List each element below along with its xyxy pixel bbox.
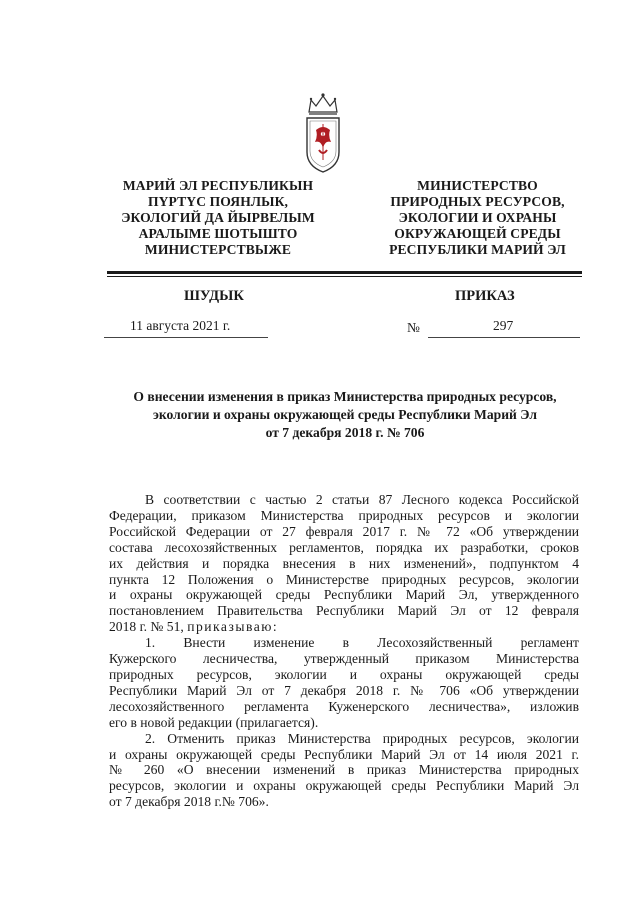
header-right-line: ЭКОЛОГИИ И ОХРАНЫ: [398, 210, 557, 225]
body-line: пункта 12 Положения о Министерстве природных ресурсов, экологии: [109, 571, 579, 587]
coat-of-arms-icon: [301, 90, 345, 174]
order-keyword: приказываю:: [187, 619, 279, 635]
body-line: постановлением Правительства Республики Марий Эл от 12 февраля: [109, 603, 579, 619]
body-line: Республики Марий Эл от 7 декабря 2018 г. № 706 «Об утверждении: [109, 682, 579, 698]
header-right-line: ОКРУЖАЮЩЕЙ СРЕДЫ: [394, 226, 561, 241]
body-line: состава лесохозяйственных регламентов, порядка их разработки, сроков: [109, 539, 579, 555]
ministry-name-russian: [370, 178, 585, 258]
body-line: Федерации, приказом Министерства природных ресурсов и экологии: [109, 507, 579, 523]
order-body: [109, 492, 579, 810]
body-line: природных ресурсов, экологии и охраны окружающей среды: [109, 666, 579, 682]
body-line: [109, 619, 579, 635]
title-line: от 7 декабря 2018 г. № 706: [265, 425, 425, 440]
title-line: О внесении изменения в приказ Министерства природных ресурсов,: [133, 389, 557, 404]
body-line: их действия и порядка внесения в них изменений», подпунктом 4: [109, 555, 579, 571]
body-line: 1. Внести изменение в Лесохозяйственный регламент: [145, 635, 579, 651]
body-line: и охраны окружающей среды Республики Марий Эл от 14 июля 2021 г.: [109, 746, 579, 762]
order-title: [100, 388, 590, 442]
date-underline: [104, 337, 268, 338]
body-line: Кужерского лесничества, утвержденный приказом Министерства: [109, 651, 579, 667]
header-left-line: МИНИСТЕРСТВЫЖЕ: [144, 242, 292, 257]
order-date: 11 августа 2021 г.: [130, 318, 231, 333]
doc-type-mari: ШУДЫК: [184, 288, 244, 304]
title-line: экологии и охраны окружающей среды Республики Марий Эл: [153, 407, 537, 422]
body-line: ресурсов, экологии и охраны окружающей среды Республики Марий Эл: [109, 778, 579, 794]
ministry-name-mari: [98, 178, 338, 258]
body-line: Российской Федерации от 27 февраля 2017 г. № 72 «Об утверждении: [109, 523, 579, 539]
header-left-line: ЭКОЛОГИЙ ДА ЙЫРВЕЛЫМ: [121, 210, 315, 225]
header-divider-thin: [107, 276, 582, 277]
body-line: 2. Отменить приказ Министерства природных ресурсов, экологии: [145, 730, 579, 746]
order-number: 297: [493, 318, 514, 333]
body-line: и охраны окружающей среды Республики Марий Эл, утвержденного: [109, 587, 579, 603]
header-left-line: ПҮРТҮС ПОЯНЛЫК,: [147, 194, 289, 209]
header-right-line: РЕСПУБЛИКИ МАРИЙ ЭЛ: [389, 242, 566, 257]
doc-type-russian: ПРИКАЗ: [455, 288, 515, 304]
body-line: от 7 декабря 2018 г.№ 706».: [109, 794, 269, 810]
body-line: № 260 «О внесении изменений в приказ Министерства природных: [109, 762, 579, 778]
body-line: его в новой редакции (прилагается).: [109, 714, 319, 730]
body-line: лесохозяйственного регламента Куженерского лесничества», изложив: [109, 698, 579, 714]
header-right-line: МИНИСТЕРСТВО: [417, 178, 538, 193]
number-underline: [428, 337, 580, 338]
header-left-line: АРАЛЫМЕ ШОТЫШТО: [138, 226, 298, 241]
body-line: В соответствии с частью 2 статьи 87 Лесного кодекса Российской: [145, 492, 579, 507]
header-divider-thick: [107, 271, 582, 274]
header-left-line: МАРИЙ ЭЛ РЕСПУБЛИКЫН: [122, 178, 314, 193]
number-sign: №: [407, 320, 420, 335]
header-right-line: ПРИРОДНЫХ РЕСУРСОВ,: [390, 194, 565, 209]
body-text: 2018 г. № 51,: [109, 619, 188, 635]
